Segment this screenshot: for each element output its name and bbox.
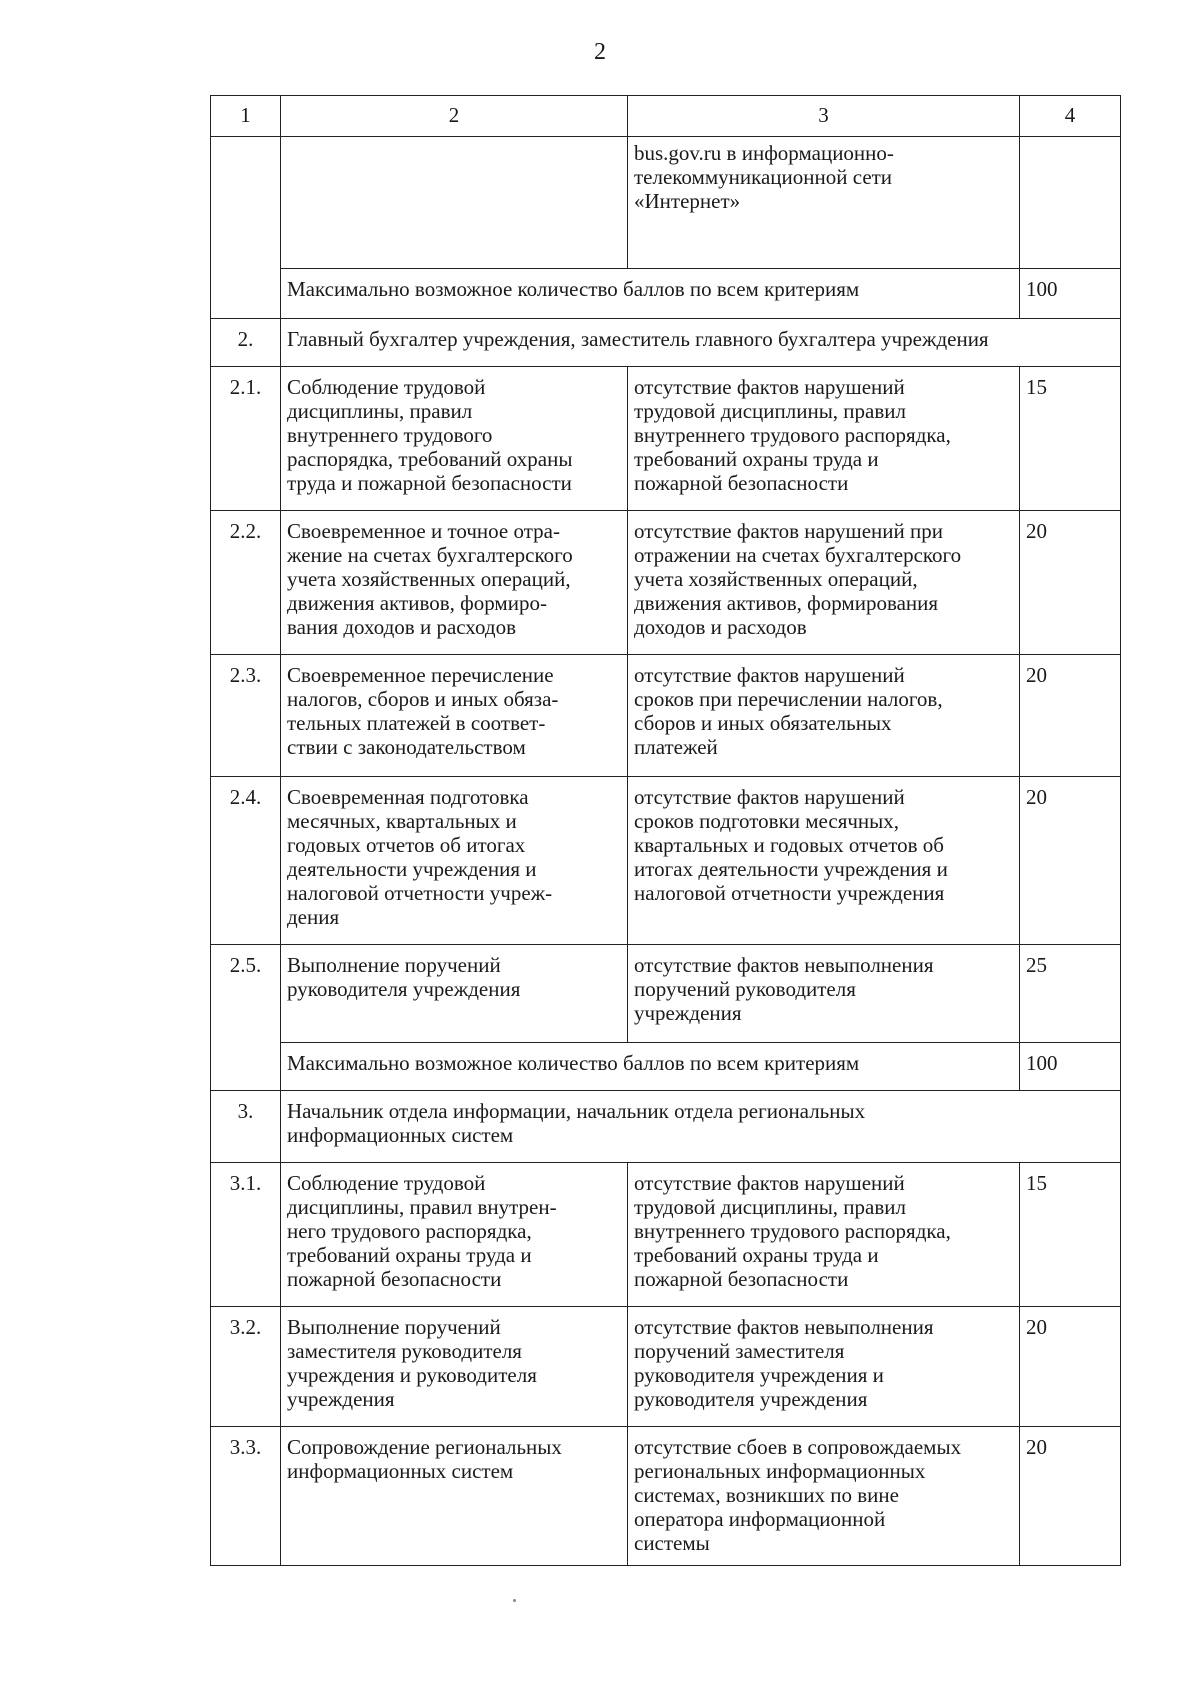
criterion-score: 20	[1020, 511, 1121, 655]
criterion-number: 2.4.	[211, 777, 281, 945]
section-number: 3.	[211, 1091, 281, 1163]
indicator-line: пожарной безопасности	[634, 471, 849, 495]
criterion-number: 2.5.	[211, 945, 281, 1043]
scan-speck	[513, 1599, 516, 1602]
indicator-line: сборов и иных обязательных	[634, 711, 892, 735]
indicator-line: требований охраны труда и	[634, 1243, 879, 1267]
criterion-line: учреждения	[287, 1387, 395, 1411]
indicator-text	[628, 511, 1020, 655]
indicator-line: сроков подготовки месячных,	[634, 809, 900, 833]
criterion-line: дения	[287, 905, 340, 929]
section-title-line: Главный бухгалтер учреждения, заместитель главного бухгалтера учреждения	[287, 327, 989, 351]
criterion-number: 3.1.	[211, 1163, 281, 1307]
criterion-line: вания доходов и расходов	[287, 615, 517, 639]
criterion-number: 2.3.	[211, 655, 281, 777]
criterion-line: распорядка, требований охраны	[287, 447, 573, 471]
criterion-line: труда и пожарной безопасности	[287, 471, 572, 495]
criterion-text	[281, 511, 628, 655]
criterion-number: 3.2.	[211, 1307, 281, 1427]
criterion-row	[211, 511, 1121, 655]
section-heading-row	[211, 319, 1121, 367]
header-col-3: 3	[628, 96, 1020, 137]
criterion-score: 20	[1020, 1307, 1121, 1427]
criterion-line: Соблюдение трудовой	[287, 375, 486, 399]
criterion-score: 20	[1020, 655, 1121, 777]
continuation-criterion-cell	[281, 137, 628, 269]
criterion-line: дисциплины, правил	[287, 399, 473, 423]
indicator-line: отсутствие фактов невыполнения	[634, 953, 934, 977]
indicator-line: отражении на счетах бухгалтерского	[634, 543, 962, 567]
continuation-row	[211, 137, 1121, 269]
criterion-line: дисциплины, правил внутрен-	[287, 1195, 557, 1219]
indicator-line: отсутствие фактов нарушений	[634, 1171, 905, 1195]
continuation-score-cell	[1020, 137, 1121, 269]
indicator-line: отсутствие фактов нарушений	[634, 375, 905, 399]
criterion-line: Своевременное и точное отра-	[287, 519, 560, 543]
header-col-4: 4	[1020, 96, 1121, 137]
indicator-text	[628, 1307, 1020, 1427]
criterion-line: учета хозяйственных операций,	[287, 567, 571, 591]
total-score: 100	[1020, 1043, 1121, 1091]
criterion-score: 20	[1020, 1427, 1121, 1566]
criterion-score: 25	[1020, 945, 1121, 1043]
indicator-line: пожарной безопасности	[634, 1267, 849, 1291]
indicator-line: поручений заместителя	[634, 1339, 845, 1363]
criterion-score: 15	[1020, 367, 1121, 511]
indicator-line: трудовой дисциплины, правил	[634, 1195, 906, 1219]
criterion-line: месячных, квартальных и	[287, 809, 517, 833]
indicator-text	[628, 655, 1020, 777]
criterion-text	[281, 1427, 628, 1566]
section-title	[281, 1091, 1121, 1163]
section-number: 2.	[211, 319, 281, 367]
criterion-line: Выполнение поручений	[287, 1315, 501, 1339]
criterion-text	[281, 777, 628, 945]
indicator-line: платежей	[634, 735, 718, 759]
criterion-line: ствии с законодательством	[287, 735, 526, 759]
indicator-line: отсутствие фактов нарушений при	[634, 519, 943, 543]
total-row	[211, 1043, 1121, 1091]
criterion-line: информационных систем	[287, 1459, 514, 1483]
continuation-number-cell	[211, 137, 281, 269]
total-empty-cell	[211, 1043, 281, 1091]
criterion-line: Соблюдение трудовой	[287, 1171, 486, 1195]
section-title-line: Начальник отдела информации, начальник отдела региональных	[287, 1099, 866, 1123]
criterion-row	[211, 1307, 1121, 1427]
section-title-line: информационных систем	[287, 1123, 514, 1147]
criterion-line: налоговой отчетности учреж-	[287, 881, 553, 905]
criterion-line: Своевременное перечисление	[287, 663, 554, 687]
criterion-line: заместителя руководителя	[287, 1339, 522, 1363]
total-row	[211, 269, 1121, 319]
criterion-number: 2.1.	[211, 367, 281, 511]
indicator-line: системы	[634, 1531, 710, 1555]
indicator-line: налоговой отчетности учреждения	[634, 881, 945, 905]
indicator-line: отсутствие фактов невыполнения	[634, 1315, 934, 1339]
indicator-text	[628, 777, 1020, 945]
continuation-indicator-cell	[628, 137, 1020, 269]
criterion-number: 2.2.	[211, 511, 281, 655]
criterion-row	[211, 1163, 1121, 1307]
criterion-line: пожарной безопасности	[287, 1267, 502, 1291]
continuation-line: bus.gov.ru в информационно-	[634, 141, 894, 165]
total-label: Максимально возможное количество баллов по всем критериям	[281, 1043, 1020, 1091]
criterion-text	[281, 1163, 628, 1307]
page-number: 2	[594, 39, 606, 65]
criterion-row	[211, 945, 1121, 1043]
criterion-line: движения активов, формиро-	[287, 591, 547, 615]
criterion-line: него трудового распорядка,	[287, 1219, 532, 1243]
criterion-line: требований охраны труда и	[287, 1243, 532, 1267]
indicator-line: итогах деятельности учреждения и	[634, 857, 948, 881]
section-title	[281, 319, 1121, 367]
header-col-2: 2	[281, 96, 628, 137]
indicator-line: требований охраны труда и	[634, 447, 879, 471]
indicator-line: региональных информационных	[634, 1459, 926, 1483]
total-label: Максимально возможное количество баллов по всем критериям	[281, 269, 1020, 319]
criterion-row	[211, 655, 1121, 777]
criterion-line: налогов, сборов и иных обяза-	[287, 687, 559, 711]
table-header-row	[211, 96, 1121, 137]
criterion-text	[281, 367, 628, 511]
indicator-line: учета хозяйственных операций,	[634, 567, 918, 591]
criterion-row	[211, 367, 1121, 511]
criterion-row	[211, 1427, 1121, 1566]
criterion-row	[211, 777, 1121, 945]
criterion-text	[281, 655, 628, 777]
criterion-number: 3.3.	[211, 1427, 281, 1566]
indicator-line: системах, возникших по вине	[634, 1483, 899, 1507]
criterion-text	[281, 945, 628, 1043]
indicator-line: отсутствие фактов нарушений	[634, 785, 905, 809]
indicator-line: поручений руководителя	[634, 977, 856, 1001]
indicator-line: учреждения	[634, 1001, 742, 1025]
continuation-line: телекоммуникационной сети	[634, 165, 893, 189]
indicator-line: доходов и расходов	[634, 615, 807, 639]
criterion-score: 20	[1020, 777, 1121, 945]
indicator-line: отсутствие фактов нарушений	[634, 663, 905, 687]
indicator-line: внутреннего трудового распорядка,	[634, 1219, 951, 1243]
section-heading-row	[211, 1091, 1121, 1163]
indicator-text	[628, 945, 1020, 1043]
criterion-line: учреждения и руководителя	[287, 1363, 537, 1387]
total-score: 100	[1020, 269, 1121, 319]
indicator-line: руководителя учреждения	[634, 1387, 868, 1411]
indicator-line: сроков при перечислении налогов,	[634, 687, 943, 711]
indicator-line: отсутствие сбоев в сопровождаемых	[634, 1435, 962, 1459]
indicator-line: руководителя учреждения и	[634, 1363, 884, 1387]
continuation-line: «Интернет»	[634, 189, 741, 213]
criterion-score: 15	[1020, 1163, 1121, 1307]
indicator-text	[628, 1163, 1020, 1307]
total-empty-cell	[211, 269, 281, 319]
criterion-line: руководителя учреждения	[287, 977, 521, 1001]
header-col-1: 1	[211, 96, 281, 137]
indicator-line: движения активов, формирования	[634, 591, 939, 615]
criterion-line: тельных платежей в соответ-	[287, 711, 546, 735]
criterion-line: Сопровождение региональных	[287, 1435, 562, 1459]
criteria-table	[210, 95, 1121, 1566]
criterion-line: внутреннего трудового	[287, 423, 493, 447]
indicator-text	[628, 1427, 1020, 1566]
criterion-line: Своевременная подготовка	[287, 785, 529, 809]
indicator-line: трудовой дисциплины, правил	[634, 399, 906, 423]
criterion-line: жение на счетах бухгалтерского	[287, 543, 573, 567]
criterion-text	[281, 1307, 628, 1427]
criterion-line: деятельности учреждения и	[287, 857, 537, 881]
indicator-line: квартальных и годовых отчетов об	[634, 833, 944, 857]
indicator-text	[628, 367, 1020, 511]
criterion-line: годовых отчетов об итогах	[287, 833, 526, 857]
indicator-line: оператора информационной	[634, 1507, 886, 1531]
indicator-line: внутреннего трудового распорядка,	[634, 423, 951, 447]
criterion-line: Выполнение поручений	[287, 953, 501, 977]
